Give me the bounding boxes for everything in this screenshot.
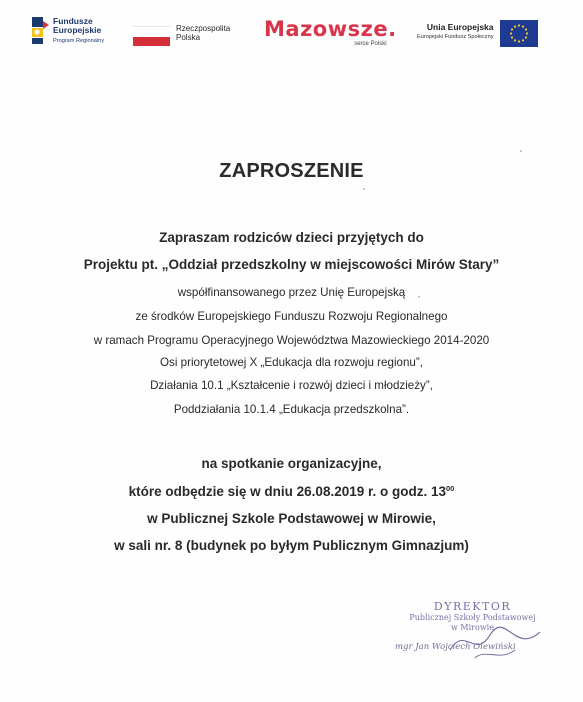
ue-subtitle: Europejski Fundusz Społeczny xyxy=(417,34,494,40)
body-line-2: Projektu pt. „Oddział przedszkolny w miejscowości Mirów Stary” xyxy=(83,257,500,272)
scan-speck xyxy=(418,296,420,298)
unia-europejska-logo xyxy=(417,20,538,47)
scan-speck xyxy=(363,188,365,190)
rp-line-1: Rzeczpospolita xyxy=(176,24,231,33)
body-line-6: Osi priorytetowej X „Edukacja dla rozwoju regionu”, xyxy=(160,356,423,369)
ue-title: Unia Europejska xyxy=(426,22,494,32)
mazowsze-tagline: serce Polski xyxy=(354,41,387,47)
fe-line-1: Fundusze xyxy=(53,16,93,26)
rzeczpospolita-polska-logo xyxy=(133,26,230,46)
body-line-4: ze środków Europejskiego Funduszu Rozwoju Regionalnego xyxy=(135,310,448,323)
body-line-8: Poddziałania 10.1.4 „Edukacja przedszkolna”. xyxy=(173,403,410,416)
time-superscript: 00 xyxy=(446,484,455,493)
signature-line: mgr Jan Wojciech Olewiński xyxy=(395,642,516,652)
meeting-place-line: w Publicznej Szkole Podstawowej w Mirowie, xyxy=(147,511,436,526)
meeting-date-text: które odbędzie się w dniu 26.08.2019 r. o godz. 13 xyxy=(128,484,446,499)
stamp-line-1: Publicznej Szkoły Podstawowej xyxy=(409,613,536,622)
body-line-7: Działania 10.1 „Kształcenie i rozwój dzieci i młodzieży”, xyxy=(150,379,433,392)
fe-subtitle: Program Regionalny xyxy=(53,38,104,44)
meeting-room-line: w sali nr. 8 (budynek po byłym Publicznym Gimnazjum) xyxy=(114,538,469,553)
stamp-role: DYREKTOR xyxy=(433,600,512,613)
polish-flag-icon xyxy=(133,26,170,46)
body-line-5: w ramach Programu Operacyjnego Województwa Mazowieckiego 2014-2020 xyxy=(93,334,490,347)
meeting-date-line xyxy=(0,484,583,499)
fundusze-europejskie-logo xyxy=(32,17,104,46)
fe-line-2: Europejskie xyxy=(53,25,102,35)
document-title: ZAPROSZENIE xyxy=(219,160,364,182)
meeting-line-1: na spotkanie organizacyjne, xyxy=(201,456,382,471)
body-line-3: współfinansowanego przez Unię Europejską xyxy=(177,286,406,299)
mazowsze-wordmark: Mazowsze. xyxy=(264,17,397,41)
body-line-1: Zapraszam rodziców dzieci przyjętych do xyxy=(159,230,424,245)
mazowsze-logo xyxy=(264,18,397,47)
rp-line-2: Polska xyxy=(176,32,201,42)
stamp-line-2: w Mirowie xyxy=(451,623,494,632)
fe-star-mark-icon xyxy=(32,17,49,44)
scan-speck xyxy=(520,150,522,152)
eu-flag-icon xyxy=(500,20,538,47)
logo-strip xyxy=(0,0,583,60)
